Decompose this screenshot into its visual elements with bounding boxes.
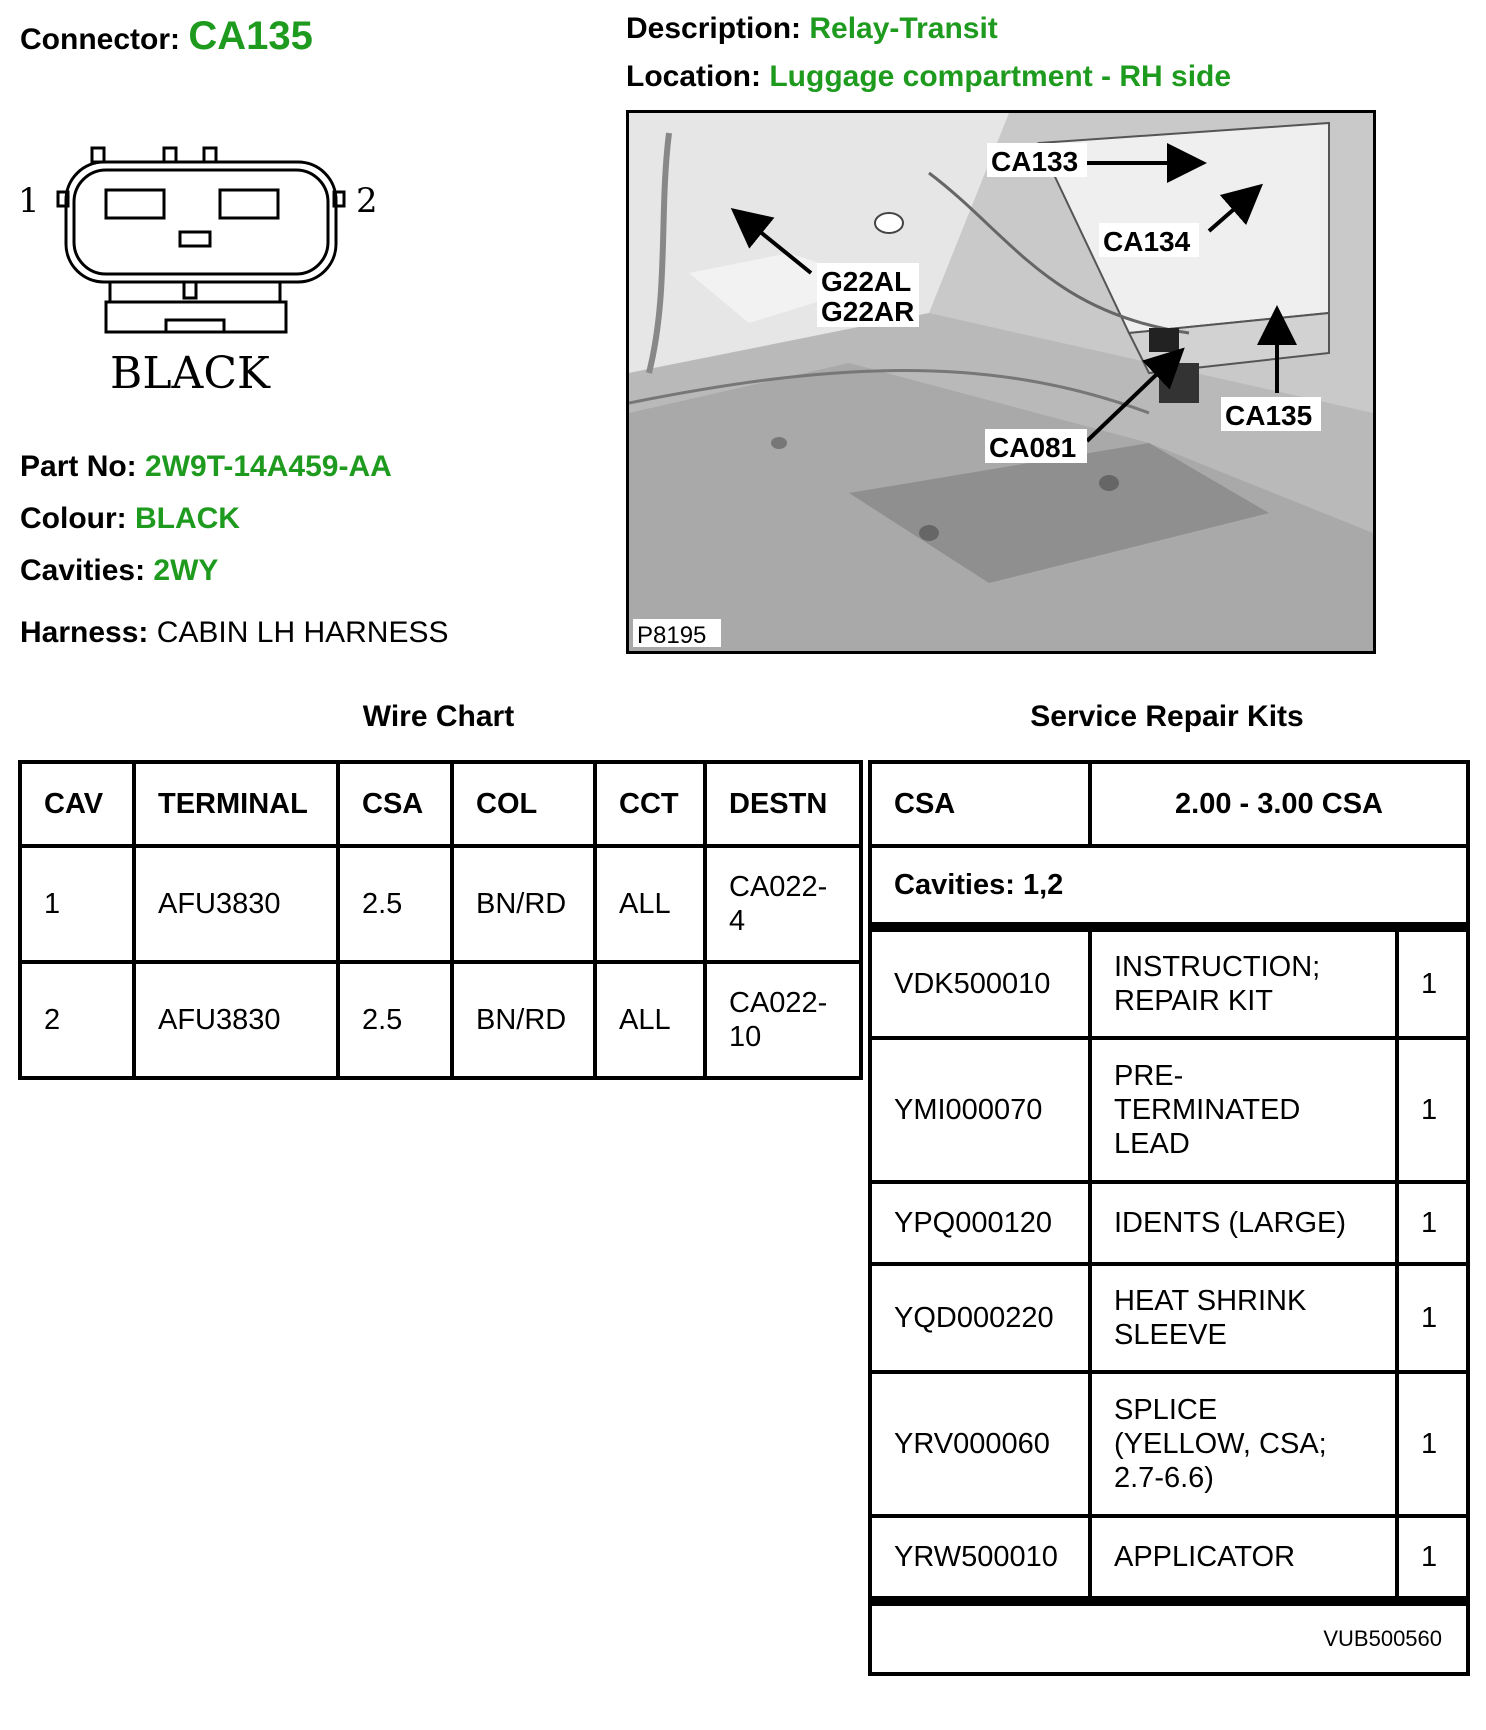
cavities-label: Cavities: (20, 554, 146, 587)
kit-quantity: 1 (1397, 1038, 1468, 1182)
destn-line: CA022- (729, 871, 828, 903)
kit-description (1090, 1182, 1397, 1264)
kit-description (1090, 1038, 1397, 1182)
table-row (870, 1372, 1468, 1516)
kit-description (1090, 1372, 1397, 1516)
destn-cell (705, 962, 861, 1078)
photo-figure-id: P8195 (637, 622, 707, 649)
description-label: Description: (626, 12, 802, 45)
location-label: Location: (626, 60, 761, 93)
kit-quantity: 1 (1397, 1516, 1468, 1601)
kit-description-line: SPLICE (1114, 1394, 1218, 1426)
kit-header-row (870, 762, 1468, 846)
terminal-cell: AFU3830 (134, 846, 338, 962)
table-row (870, 1038, 1468, 1182)
column-header-cct: CCT (595, 762, 705, 846)
kit-description-line: REPAIR KIT (1114, 985, 1273, 1017)
harness-line (20, 616, 449, 650)
col-cell: BN/RD (452, 962, 595, 1078)
description-line (626, 12, 998, 46)
cav-cell: 2 (20, 962, 134, 1078)
kit-part-number: VDK500010 (870, 927, 1090, 1038)
csa-header: CSA (870, 762, 1090, 846)
repair-kits-table (868, 760, 1470, 1676)
callout-g22ar: G22AR (821, 296, 915, 327)
destn-line: 10 (729, 1021, 762, 1053)
kit-description (1090, 927, 1397, 1038)
callout-ca133: CA133 (991, 146, 1079, 177)
table-row (870, 1516, 1468, 1601)
connector-colour-caption: BLACK (110, 348, 270, 399)
connector-id: CA135 (188, 14, 313, 58)
kit-cavities: Cavities: 1,2 (870, 846, 1468, 927)
csa-range-header: 2.00 - 3.00 CSA (1090, 762, 1468, 846)
colour-value: BLACK (134, 502, 240, 535)
destn-line: 4 (729, 905, 746, 937)
callout-ca134: CA134 (1103, 226, 1191, 257)
colour-label: Colour: (20, 502, 127, 535)
callout-ca135: CA135 (1225, 400, 1313, 431)
table-row (870, 927, 1468, 1038)
location-value: Luggage compartment - RH side (769, 60, 1232, 93)
part-no-value: 2W9T-14A459-AA (145, 450, 392, 483)
destn-cell (705, 846, 861, 962)
cavities-row (870, 846, 1468, 927)
kit-part-number: YQD000220 (870, 1264, 1090, 1372)
part-no-label: Part No: (20, 450, 137, 483)
table-row (20, 962, 861, 1078)
colour-line (20, 502, 240, 536)
column-header-cav: CAV (20, 762, 134, 846)
kit-description-line: APPLICATOR (1114, 1541, 1296, 1573)
location-line (626, 60, 1231, 94)
connector-face-diagram (18, 138, 398, 408)
csa-cell: 2.5 (338, 962, 452, 1078)
kit-part-number: YPQ000120 (870, 1182, 1090, 1264)
wire-chart-header-row (20, 762, 861, 846)
kit-part-number: YRV000060 (870, 1372, 1090, 1516)
kit-description (1090, 1516, 1397, 1601)
kit-description-line: IDENTS (LARGE) (1114, 1207, 1347, 1239)
terminal-cell: AFU3830 (134, 962, 338, 1078)
cct-cell: ALL (595, 962, 705, 1078)
column-header-destn: DESTN (705, 762, 861, 846)
callout-ca081: CA081 (989, 432, 1077, 463)
column-header-terminal: TERMINAL (134, 762, 338, 846)
kit-description-line: INSTRUCTION; (1114, 951, 1321, 983)
kit-description-line: PRE- (1114, 1060, 1184, 1092)
kit-description-line: LEAD (1114, 1128, 1190, 1160)
column-header-csa: CSA (338, 762, 452, 846)
callout-g22al: G22AL (821, 266, 912, 297)
part-no-line (20, 450, 392, 484)
table-row (870, 1264, 1468, 1372)
cav-cell: 1 (20, 846, 134, 962)
wire-chart-table (18, 760, 863, 1080)
pin-1-label: 1 (18, 181, 40, 221)
repair-kits-title: Service Repair Kits (1030, 700, 1304, 733)
cavities-line (20, 554, 218, 588)
kit-quantity: 1 (1397, 927, 1468, 1038)
destn-line: CA022- (729, 987, 828, 1019)
connector-heading (20, 14, 313, 59)
kit-number: VUB500560 (870, 1601, 1468, 1674)
kit-description-line: TERMINATED (1114, 1094, 1301, 1126)
kit-part-number: YMI000070 (870, 1038, 1090, 1182)
connector-label: Connector: (20, 23, 180, 56)
kit-description (1090, 1264, 1397, 1372)
harness-value: CABIN LH HARNESS (156, 616, 449, 649)
cavities-value: 2WY (153, 554, 219, 587)
table-row (20, 846, 861, 962)
kit-part-number: YRW500010 (870, 1516, 1090, 1601)
location-photo (626, 110, 1376, 654)
kit-description-line: SLEEVE (1114, 1319, 1227, 1351)
harness-label: Harness: (20, 616, 149, 649)
kit-quantity: 1 (1397, 1182, 1468, 1264)
description-value: Relay-Transit (809, 12, 998, 45)
kit-quantity: 1 (1397, 1264, 1468, 1372)
table-row (870, 1182, 1468, 1264)
col-cell: BN/RD (452, 846, 595, 962)
column-header-col: COL (452, 762, 595, 846)
kit-description-line: 2.7-6.6) (1114, 1462, 1214, 1494)
cct-cell: ALL (595, 846, 705, 962)
kit-description-line: HEAT SHRINK (1114, 1285, 1307, 1317)
wire-chart-title: Wire Chart (362, 700, 515, 733)
pin-2-label: 2 (356, 181, 378, 221)
csa-cell: 2.5 (338, 846, 452, 962)
kit-quantity: 1 (1397, 1372, 1468, 1516)
kit-description-line: (YELLOW, CSA; (1114, 1428, 1327, 1460)
kit-number-row (870, 1601, 1468, 1674)
